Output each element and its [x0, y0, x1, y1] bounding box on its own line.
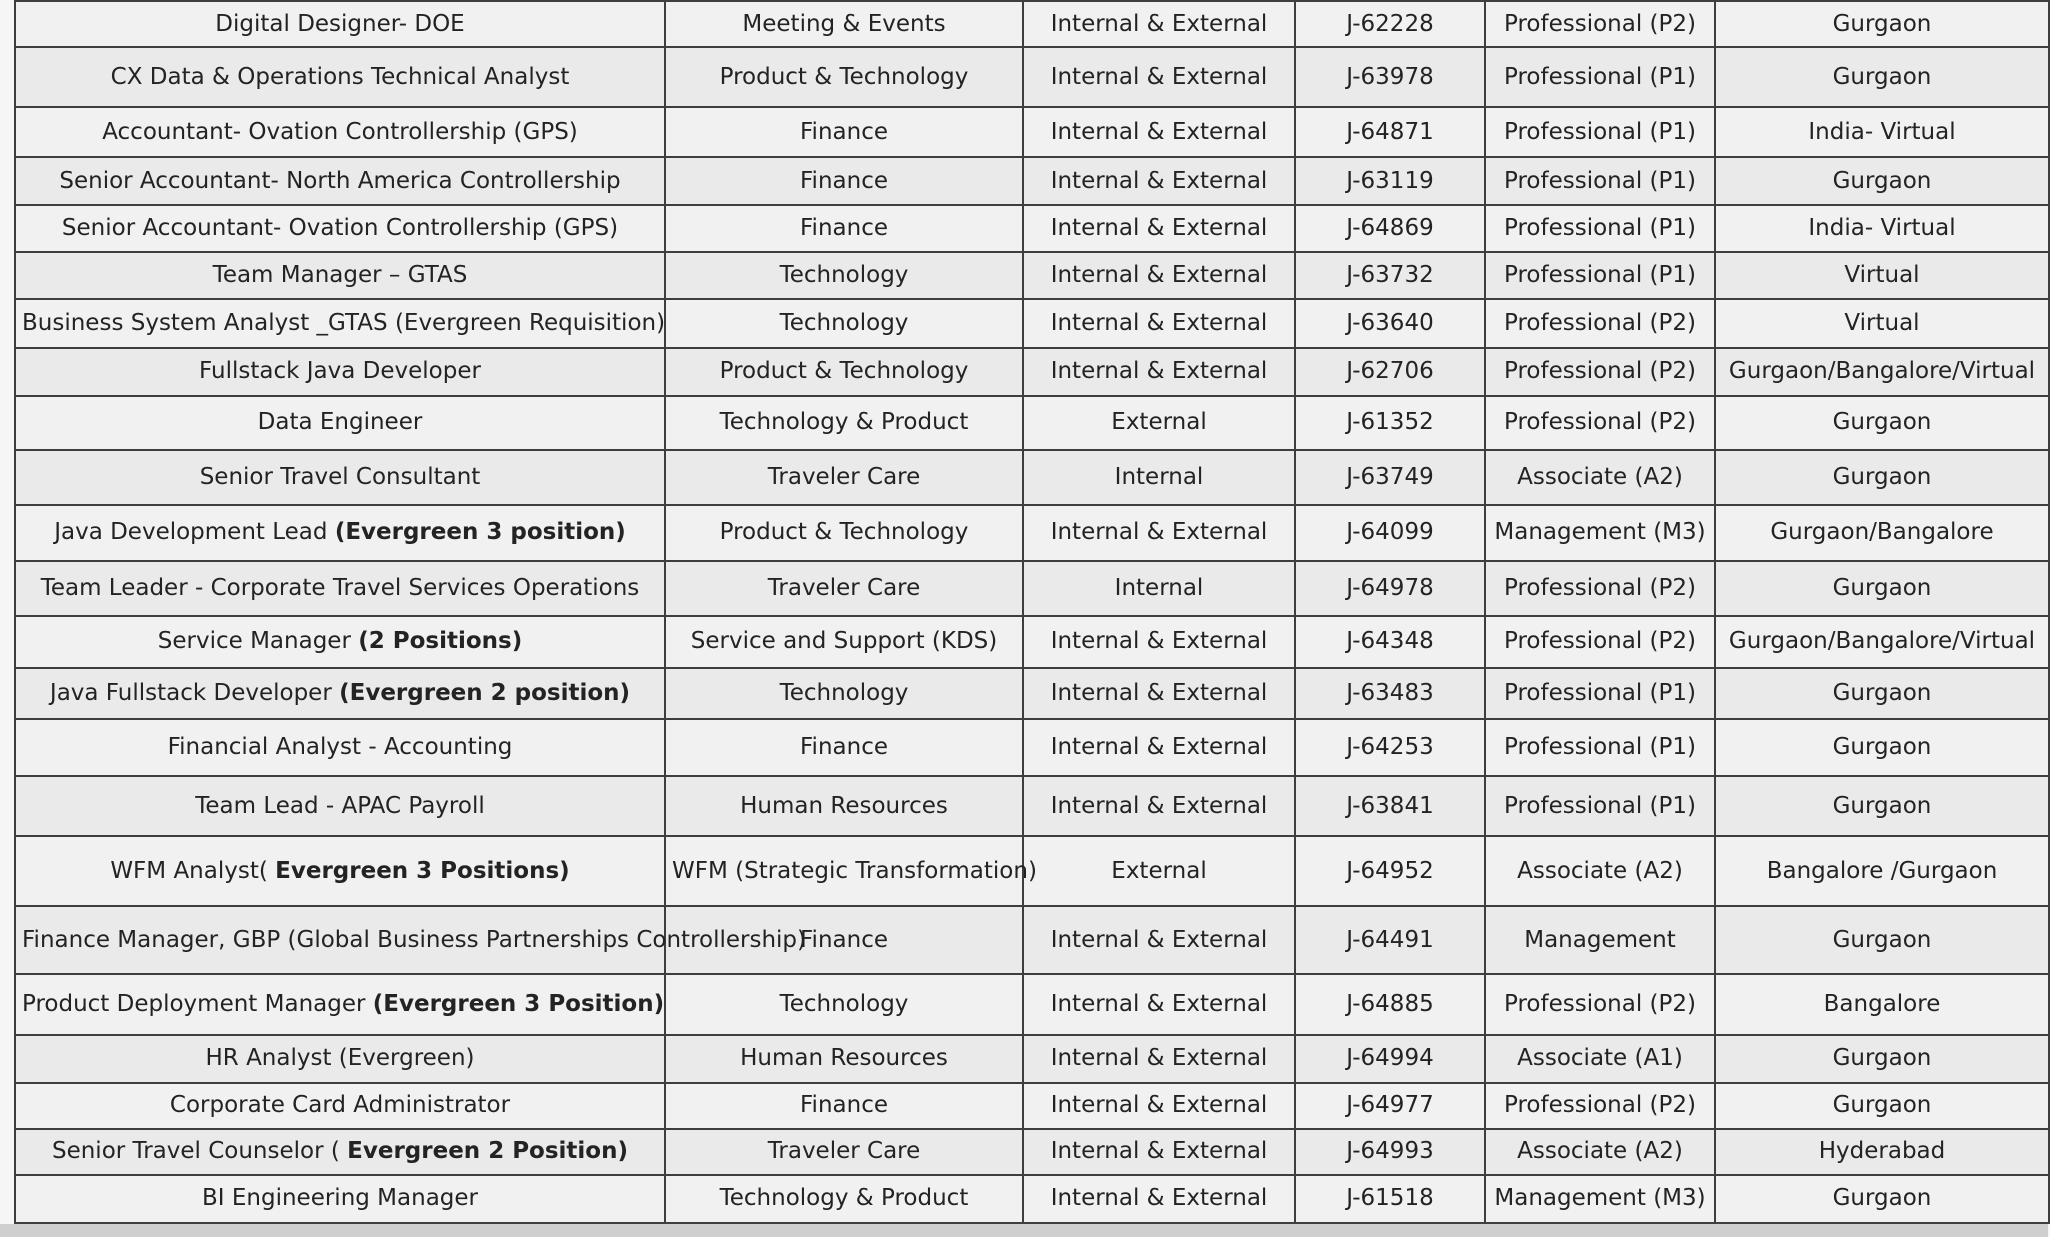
department-cell: Service and Support (KDS) — [665, 616, 1023, 668]
table-row — [15, 157, 2049, 205]
posting-type-cell: Internal & External — [1023, 719, 1295, 776]
job-level-cell: Management (M3) — [1485, 1175, 1715, 1223]
department-cell: Technology — [665, 974, 1023, 1034]
location-cell: India- Virtual — [1715, 107, 2049, 157]
job-id-cell: J-63640 — [1295, 299, 1485, 347]
job-id-cell: J-61518 — [1295, 1175, 1485, 1223]
job-level-cell: Associate (A1) — [1485, 1035, 1715, 1083]
job-title-cell: Product Deployment Manager (Evergreen 3 Position) — [15, 974, 665, 1034]
department-cell: Finance — [665, 719, 1023, 776]
posting-type-cell: Internal — [1023, 450, 1295, 505]
location-cell: Gurgaon — [1715, 450, 2049, 505]
table-row — [15, 719, 2049, 776]
job-openings-sheet — [14, 0, 2048, 1237]
job-title-cell: Senior Travel Counselor ( Evergreen 2 Position) — [15, 1129, 665, 1175]
posting-type-cell: Internal & External — [1023, 299, 1295, 347]
location-cell: Gurgaon — [1715, 157, 2049, 205]
job-title-cell: Service Manager (2 Positions) — [15, 616, 665, 668]
job-id-cell: J-64871 — [1295, 107, 1485, 157]
table-row — [15, 450, 2049, 505]
table-row — [15, 107, 2049, 157]
location-cell: Gurgaon — [1715, 1, 2049, 47]
job-title-cell: WFM Analyst( Evergreen 3 Positions) — [15, 836, 665, 906]
job-id-cell: J-63749 — [1295, 450, 1485, 505]
job-id-cell: J-64978 — [1295, 561, 1485, 616]
job-title-cell: Team Lead - APAC Payroll — [15, 776, 665, 836]
job-level-cell: Professional (P2) — [1485, 974, 1715, 1034]
posting-type-cell: Internal & External — [1023, 616, 1295, 668]
job-level-cell: Professional (P1) — [1485, 252, 1715, 299]
posting-type-cell: Internal & External — [1023, 1035, 1295, 1083]
job-id-cell: J-63841 — [1295, 776, 1485, 836]
table-row — [15, 252, 2049, 299]
location-cell: Gurgaon — [1715, 561, 2049, 616]
job-title-cell: Java Fullstack Developer (Evergreen 2 position) — [15, 668, 665, 719]
posting-type-cell: Internal & External — [1023, 776, 1295, 836]
job-level-cell: Professional (P2) — [1485, 299, 1715, 347]
job-title-cell: CX Data & Operations Technical Analyst — [15, 47, 665, 107]
location-cell: Gurgaon — [1715, 1083, 2049, 1129]
location-cell: Virtual — [1715, 252, 2049, 299]
table-row — [15, 299, 2049, 347]
job-id-cell: J-61352 — [1295, 396, 1485, 450]
job-id-cell: J-64099 — [1295, 505, 1485, 561]
posting-type-cell: External — [1023, 396, 1295, 450]
job-level-cell: Professional (P1) — [1485, 719, 1715, 776]
department-cell: Product & Technology — [665, 47, 1023, 107]
posting-type-cell: Internal & External — [1023, 157, 1295, 205]
location-cell: Gurgaon — [1715, 1035, 2049, 1083]
job-title-cell: Digital Designer- DOE — [15, 1, 665, 47]
department-cell: Finance — [665, 107, 1023, 157]
job-id-cell: J-63732 — [1295, 252, 1485, 299]
posting-type-cell: Internal & External — [1023, 1129, 1295, 1175]
posting-type-cell: Internal & External — [1023, 348, 1295, 396]
job-level-cell: Professional (P1) — [1485, 47, 1715, 107]
job-level-cell: Professional (P2) — [1485, 1, 1715, 47]
department-cell: Human Resources — [665, 1035, 1023, 1083]
table-row — [15, 396, 2049, 450]
job-level-cell: Professional (P1) — [1485, 668, 1715, 719]
location-cell: Gurgaon/Bangalore/Virtual — [1715, 348, 2049, 396]
job-title-cell: Financial Analyst - Accounting — [15, 719, 665, 776]
page-bottom-edge — [0, 1224, 2048, 1237]
location-cell: Gurgaon — [1715, 906, 2049, 974]
posting-type-cell: Internal & External — [1023, 1175, 1295, 1223]
posting-type-cell: Internal & External — [1023, 906, 1295, 974]
department-cell: WFM (Strategic Transformation) — [665, 836, 1023, 906]
job-level-cell: Management — [1485, 906, 1715, 974]
posting-type-cell: Internal & External — [1023, 1083, 1295, 1129]
location-cell: Gurgaon — [1715, 47, 2049, 107]
job-id-cell: J-62228 — [1295, 1, 1485, 47]
posting-type-cell: Internal & External — [1023, 252, 1295, 299]
department-cell: Technology & Product — [665, 1175, 1023, 1223]
job-level-cell: Professional (P2) — [1485, 1083, 1715, 1129]
department-cell: Finance — [665, 906, 1023, 974]
job-level-cell: Professional (P1) — [1485, 205, 1715, 252]
job-title-cell: Accountant- Ovation Controllership (GPS) — [15, 107, 665, 157]
department-cell: Product & Technology — [665, 348, 1023, 396]
job-level-cell: Associate (A2) — [1485, 1129, 1715, 1175]
table-row — [15, 668, 2049, 719]
location-cell: Gurgaon — [1715, 1175, 2049, 1223]
department-cell: Product & Technology — [665, 505, 1023, 561]
location-cell: Gurgaon — [1715, 668, 2049, 719]
table-row — [15, 205, 2049, 252]
job-title-cell: Team Manager – GTAS — [15, 252, 665, 299]
location-cell: Bangalore — [1715, 974, 2049, 1034]
job-title-cell: Senior Accountant- Ovation Controllership (GPS) — [15, 205, 665, 252]
job-title-cell: Fullstack Java Developer — [15, 348, 665, 396]
department-cell: Technology — [665, 299, 1023, 347]
job-title-cell: Finance Manager, GBP (Global Business Partnerships Controllership) — [15, 906, 665, 974]
posting-type-cell: Internal & External — [1023, 107, 1295, 157]
table-row — [15, 1129, 2049, 1175]
job-id-cell: J-63483 — [1295, 668, 1485, 719]
location-cell: Gurgaon — [1715, 396, 2049, 450]
job-level-cell: Professional (P1) — [1485, 157, 1715, 205]
job-level-cell: Management (M3) — [1485, 505, 1715, 561]
job-level-cell: Professional (P2) — [1485, 396, 1715, 450]
department-cell: Meeting & Events — [665, 1, 1023, 47]
job-title-cell: BI Engineering Manager — [15, 1175, 665, 1223]
job-id-cell: J-64952 — [1295, 836, 1485, 906]
job-openings-table — [14, 0, 2050, 1224]
department-cell: Technology — [665, 668, 1023, 719]
posting-type-cell: Internal — [1023, 561, 1295, 616]
job-id-cell: J-64885 — [1295, 974, 1485, 1034]
location-cell: Virtual — [1715, 299, 2049, 347]
table-row — [15, 47, 2049, 107]
job-id-cell: J-63978 — [1295, 47, 1485, 107]
department-cell: Finance — [665, 1083, 1023, 1129]
job-id-cell: J-64253 — [1295, 719, 1485, 776]
department-cell: Technology — [665, 252, 1023, 299]
table-row — [15, 616, 2049, 668]
job-id-cell: J-64491 — [1295, 906, 1485, 974]
table-row — [15, 1083, 2049, 1129]
job-title-cell: Senior Accountant- North America Controllership — [15, 157, 665, 205]
job-id-cell: J-63119 — [1295, 157, 1485, 205]
department-cell: Finance — [665, 205, 1023, 252]
job-title-cell: Team Leader - Corporate Travel Services Operations — [15, 561, 665, 616]
table-row — [15, 561, 2049, 616]
job-title-cell: Java Development Lead (Evergreen 3 position) — [15, 505, 665, 561]
table-row — [15, 348, 2049, 396]
job-level-cell: Associate (A2) — [1485, 836, 1715, 906]
posting-type-cell: Internal & External — [1023, 505, 1295, 561]
department-cell: Traveler Care — [665, 1129, 1023, 1175]
department-cell: Technology & Product — [665, 396, 1023, 450]
job-level-cell: Associate (A2) — [1485, 450, 1715, 505]
location-cell: Gurgaon — [1715, 719, 2049, 776]
posting-type-cell: External — [1023, 836, 1295, 906]
job-level-cell: Professional (P2) — [1485, 561, 1715, 616]
location-cell: Gurgaon — [1715, 776, 2049, 836]
department-cell: Finance — [665, 157, 1023, 205]
posting-type-cell: Internal & External — [1023, 1, 1295, 47]
job-id-cell: J-64994 — [1295, 1035, 1485, 1083]
job-id-cell: J-64977 — [1295, 1083, 1485, 1129]
posting-type-cell: Internal & External — [1023, 47, 1295, 107]
table-row — [15, 906, 2049, 974]
location-cell: Gurgaon/Bangalore/Virtual — [1715, 616, 2049, 668]
location-cell: Hyderabad — [1715, 1129, 2049, 1175]
job-title-cell: HR Analyst (Evergreen) — [15, 1035, 665, 1083]
job-level-cell: Professional (P2) — [1485, 616, 1715, 668]
job-title-cell: Senior Travel Consultant — [15, 450, 665, 505]
table-row — [15, 836, 2049, 906]
department-cell: Traveler Care — [665, 450, 1023, 505]
job-title-cell: Data Engineer — [15, 396, 665, 450]
location-cell: Gurgaon/Bangalore — [1715, 505, 2049, 561]
job-title-cell: Corporate Card Administrator — [15, 1083, 665, 1129]
posting-type-cell: Internal & External — [1023, 205, 1295, 252]
job-id-cell: J-64993 — [1295, 1129, 1485, 1175]
table-row — [15, 974, 2049, 1034]
job-id-cell: J-64869 — [1295, 205, 1485, 252]
posting-type-cell: Internal & External — [1023, 974, 1295, 1034]
location-cell: Bangalore /Gurgaon — [1715, 836, 2049, 906]
job-level-cell: Professional (P1) — [1485, 107, 1715, 157]
job-level-cell: Professional (P2) — [1485, 348, 1715, 396]
table-row — [15, 1035, 2049, 1083]
table-row — [15, 1, 2049, 47]
table-row — [15, 1175, 2049, 1223]
department-cell: Traveler Care — [665, 561, 1023, 616]
job-title-cell: Business System Analyst _GTAS (Evergreen Requisition) — [15, 299, 665, 347]
location-cell: India- Virtual — [1715, 205, 2049, 252]
job-id-cell: J-62706 — [1295, 348, 1485, 396]
job-id-cell: J-64348 — [1295, 616, 1485, 668]
job-level-cell: Professional (P1) — [1485, 776, 1715, 836]
table-row — [15, 505, 2049, 561]
table-row — [15, 776, 2049, 836]
department-cell: Human Resources — [665, 776, 1023, 836]
posting-type-cell: Internal & External — [1023, 668, 1295, 719]
